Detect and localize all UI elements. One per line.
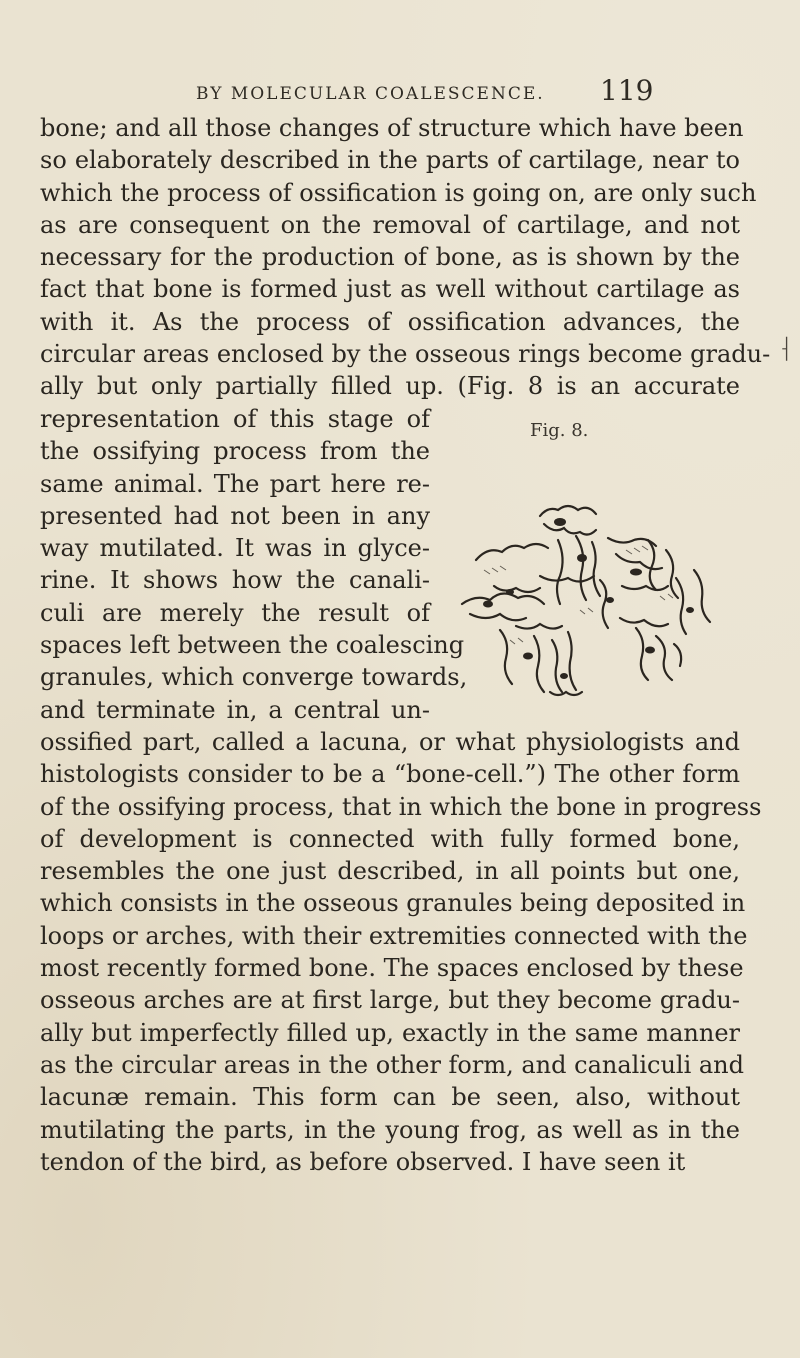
text-line: osseous arches are at first large, but they become gradu-	[40, 986, 740, 1015]
text-line: and terminate in, a central un-	[40, 695, 430, 724]
paragraph-top	[40, 112, 771, 403]
figure-label: Fig. 8.	[530, 420, 589, 441]
text-line: mutilating the parts, in the young frog, as well as in the	[40, 1115, 740, 1144]
text-line: of the ossifying process, that in which the bone in progress	[40, 792, 762, 821]
page-number: 119	[600, 74, 654, 107]
text-line: ossified part, called a lacuna, or what physiologists and	[40, 728, 740, 756]
figure-8	[440, 420, 740, 760]
text-line: as the circular areas in the other form, and canaliculi and	[40, 1050, 745, 1079]
text-line: lacunæ remain. This form can be seen, also, without	[40, 1083, 740, 1112]
text-line: as are consequent on the removal of cartilage, and not	[40, 210, 740, 239]
text-line: same animal. The part here re-	[40, 469, 430, 498]
text-line: necessary for the production of bone, as is shown by the	[40, 243, 740, 272]
text-line: granules, which converge towards,	[40, 663, 468, 692]
text-line: of development is connected with fully formed bone,	[40, 824, 740, 853]
text-line: histologists consider to be a “bone-cell.”) The other form	[40, 760, 740, 789]
text-line: bone; and all those changes of structure which have been	[40, 114, 744, 142]
text-line: presented had not been in any	[40, 501, 430, 530]
text-line: ally but imperfectly filled up, exactly in the same manner	[40, 1018, 740, 1047]
text-line: way mutilated. It was in glyce-	[40, 534, 430, 563]
text-line: fact that bone is formed just as well without cartilage as	[40, 275, 740, 304]
paragraph-bottom	[40, 726, 762, 1178]
text-line: resembles the one just described, in all points but one,	[40, 857, 740, 886]
text-line: rine. It shows how the canali-	[40, 566, 430, 595]
text-line: loops or arches, with their extremities connected with the	[40, 921, 748, 950]
running-header: BY MOLECULAR COALESCENCE.	[196, 84, 545, 104]
text-line: with it. As the process of ossification advances, the	[40, 307, 740, 336]
text-line: culi are merely the result of	[40, 598, 430, 627]
paragraph-side	[40, 403, 468, 726]
text-line: representation of this stage of	[40, 405, 430, 433]
text-line: circular areas enclosed by the osseous rings become gradu-	[40, 340, 771, 369]
text-line: most recently formed bone. The spaces enclosed by these	[40, 954, 744, 983]
text-line: which consists in the osseous granules being deposited in	[40, 889, 746, 918]
text-line: spaces left between the coalescing	[40, 631, 465, 660]
bone-ossification-illustration	[440, 500, 730, 710]
text-line: which the process of ossification is going on, are only such	[40, 178, 757, 207]
text-line: so elaborately described in the parts of cartilage, near to	[40, 146, 740, 175]
text-line: the ossifying process from the	[40, 437, 430, 466]
text-line: tendon of the bird, as before observed. I have seen it	[40, 1147, 686, 1176]
text-line: ally but only partially filled up. (Fig. 8 is an accurate	[40, 372, 740, 401]
margin-mark: ⸡	[778, 333, 792, 361]
